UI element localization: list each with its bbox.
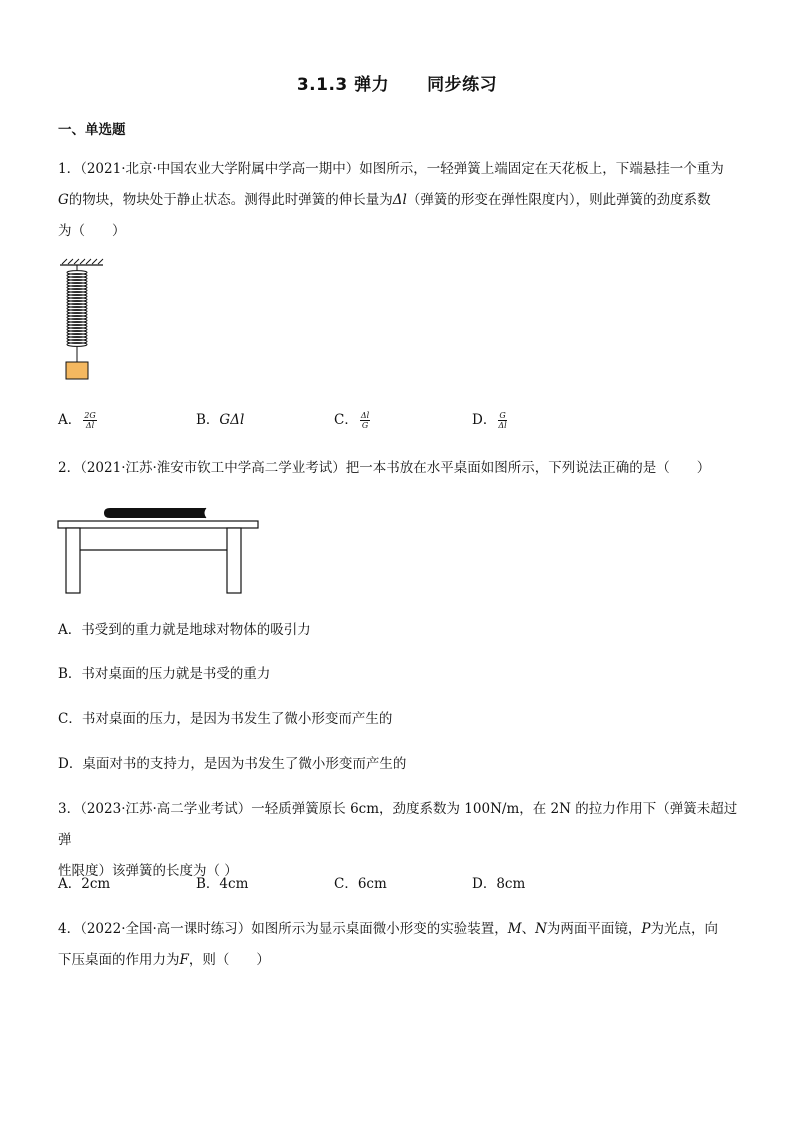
fraction-d: $\frac{G}{\Delta l}$ bbox=[498, 411, 507, 430]
q1-line-1: 1．（2021·北京·中国农业大学附属中学高一期中）如图所示，一轻弹簧上端固定在天花板上，下端悬挂一个重为 bbox=[58, 161, 724, 177]
q3-line-1: 3．（2023·江苏·高二学业考试）一轻质弹簧原长 6cm，劲度系数为 100N/m，在 2N 的拉力作用下（弹簧未超过弹 bbox=[58, 801, 738, 848]
question-1 bbox=[58, 154, 738, 247]
q3-option-a[interactable]: A．2cm bbox=[58, 876, 111, 892]
question-4 bbox=[58, 914, 738, 976]
q4-line-1: 4．（2022·全国·高一课时练习）如图所示为显示桌面微小形变的实验装置，M、N为两面平面镜，P为光点，向 bbox=[58, 921, 719, 937]
q2-option-c[interactable]: C．书对桌面的压力，是因为书发生了微小形变而产生的 bbox=[58, 711, 393, 727]
fraction-c: $\frac{\Delta l}{G}$ bbox=[360, 411, 370, 430]
q1-option-a[interactable]: A． $\frac{2G}{\Delta l}$ bbox=[58, 411, 96, 430]
table-top bbox=[58, 521, 258, 528]
book-table-figure bbox=[56, 505, 260, 595]
q1-option-b[interactable]: B．GΔl bbox=[196, 412, 245, 428]
q3-line-2: 性限度）该弹簧的长度为（ ） bbox=[58, 863, 238, 879]
q1-option-d[interactable]: D． $\frac{G}{\Delta l}$ bbox=[472, 411, 507, 430]
fraction-a: $\frac{2G}{\Delta l}$ bbox=[84, 411, 96, 430]
q2-option-d[interactable]: D．桌面对书的支持力，是因为书发生了微小形变而产生的 bbox=[58, 756, 407, 772]
q3-option-d[interactable]: D．8cm bbox=[472, 876, 526, 892]
title-sub: 同步练习 bbox=[427, 75, 498, 95]
q1-option-c[interactable]: C． $\frac{\Delta l}{G}$ bbox=[334, 411, 370, 430]
section-heading: 一、单选题 bbox=[58, 122, 126, 138]
book bbox=[104, 508, 206, 518]
question-3 bbox=[58, 794, 738, 887]
q3-option-b[interactable]: B．4cm bbox=[196, 876, 249, 892]
q1-line-2: G的物块，物块处于静止状态。测得此时弹簧的伸长量为Δl（弹簧的形变在弹性限度内），则此弹簧的劲度系数 bbox=[58, 192, 711, 208]
page-title bbox=[0, 70, 794, 95]
q2-option-a[interactable]: A．书受到的重力就是地球对物体的吸引力 bbox=[58, 622, 311, 638]
q2-option-b[interactable]: B．书对桌面的压力就是书受的重力 bbox=[58, 666, 271, 682]
hanging-block bbox=[66, 362, 88, 379]
q3-option-c[interactable]: C．6cm bbox=[334, 876, 387, 892]
title-main: 3.1.3 弹力 bbox=[296, 75, 390, 95]
spring-figure bbox=[58, 258, 108, 382]
q1-line-3: 为（ ） bbox=[58, 223, 126, 239]
q4-line-2: 下压桌面的作用力为F，则（ ） bbox=[58, 952, 270, 968]
question-2: 2．（2021·江苏·淮安市钦工中学高二学业考试）把一本书放在水平桌面如图所示，下列说法正确的是（ ） bbox=[58, 460, 711, 476]
